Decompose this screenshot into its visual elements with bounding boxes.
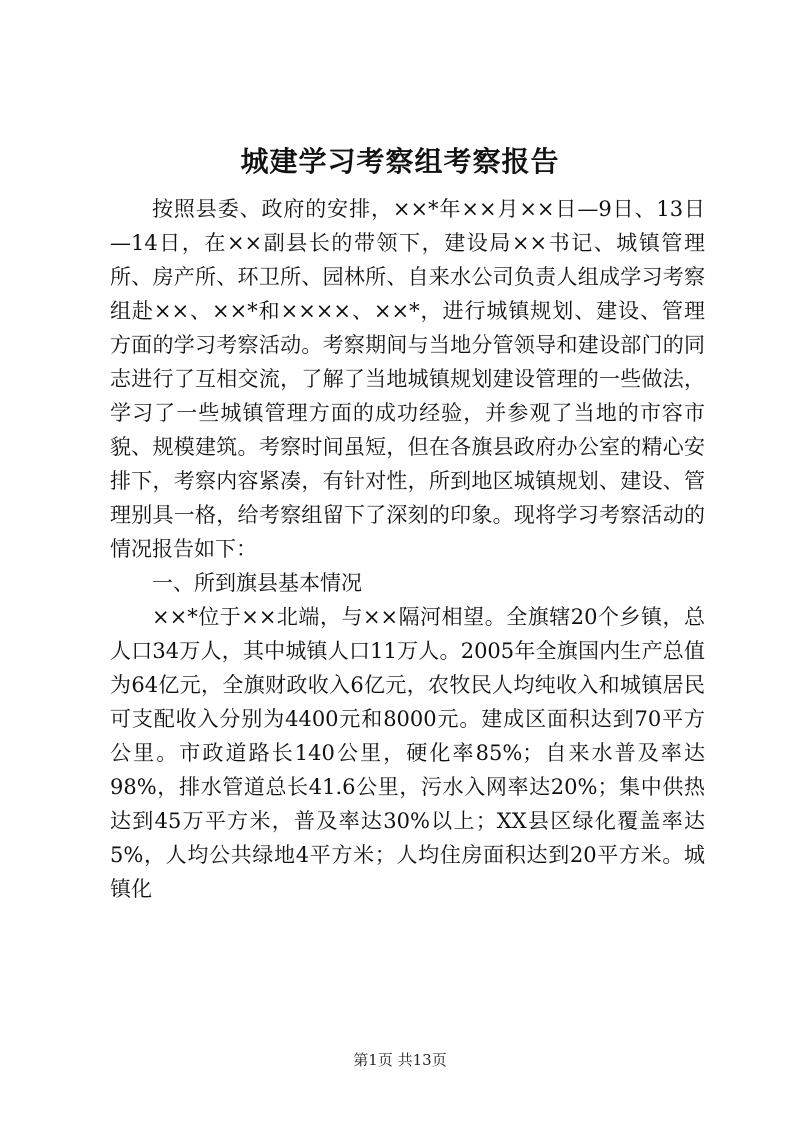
document-title: 城建学习考察组考察报告 xyxy=(240,145,560,178)
intro-paragraph: 按照县委、政府的安排，××*年××月××日—9日、13日—14日，在××副县长的带领下，建设局××书记、城镇管理所、房产所、环卫所、园林所、自来水公司负责人组成学习考察组赴××、××*和××××、××*，进行城镇规划、建设、管理方面的学习考察活动。考察期间与当地分管领导和建设部门的同志进行了互相交流，了解了当地城镇规划建设管理的一些做法，学习了一些城镇管理方面的成功经验，并参观了当地的市容市貌、规模建筑。考察时间虽短，但在各旗县政府办公室的精心安排下，考察内容紧凑，有针对性，所到地区城镇规划、建设、管理别具一格，给考察组留下了深刻的印象。现将学习考察活动的情况报告如下： xyxy=(110,197,705,561)
document-body xyxy=(110,192,705,906)
section-paragraph: ××*位于××北端，与××隔河相望。全旗辖20个乡镇，总人口34万人，其中城镇人口11万人。2005年全旗国内生产总值为64亿元，全旗财政收入6亿元，农牧民人均纯收入和城镇居民可支配收入分别为4400元和8000元。建成区面积达到70平方公里。市政道路长140公里，硬化率85%；自来水普及率达98%，排水管道总长41.6公里，污水入网率达20%；集中供热达到45万平方米，普及率达30%以上；XX县区绿化覆盖率达5%，人均公共绿地4平方米；人均住房面积达到20平方米。城镇化 xyxy=(110,605,705,901)
section-heading: 一、所到旗县基本情况 xyxy=(152,571,362,595)
page-number: 第1页 共13页 xyxy=(353,1051,447,1069)
